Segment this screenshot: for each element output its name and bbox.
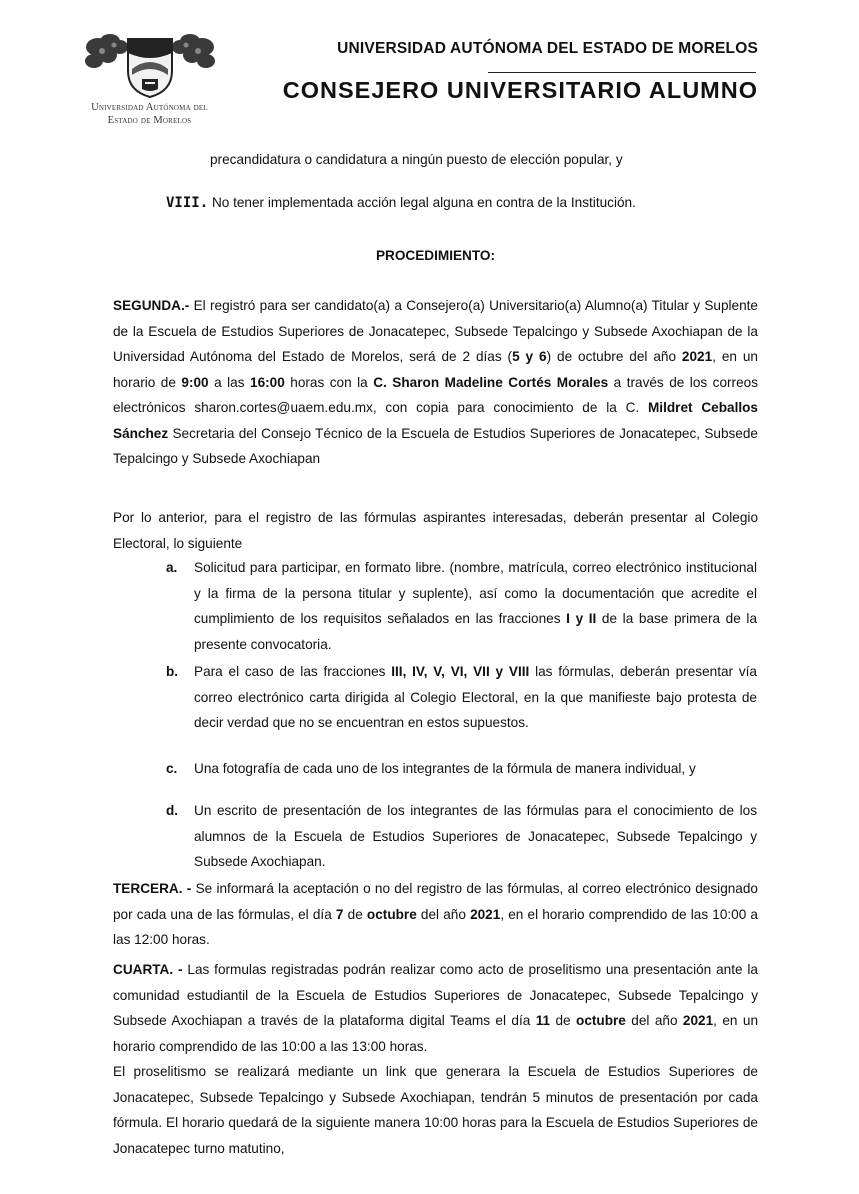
list-item-a-text-1: Solicitud para participar, en formato libre. (nombre, matrícula, correo electrónico institucional y la firma de la persona titular y suplente), así como la documentación que acredite el cumplimiento de los requisitos señalados en las fracciones xyxy=(194,560,757,626)
segunda-paragraph xyxy=(113,293,758,472)
list-item-a-text-2: de la base primera de la presente convocatoria. xyxy=(194,611,757,652)
cuarta-day: 11 xyxy=(535,1013,551,1028)
segunda-text-4: a las xyxy=(208,374,251,390)
cuarta-text-1: Las formulas registradas podrán realizar como acto de proselitismo una presentación ante la comunidad estudiantil de la Escuela de Estudios Superiores de Jonacatepec, Subsede Tepalcingo y Subsede Axochiapan a través de la plataforma digital Teams el día xyxy=(113,962,758,1028)
cuarta-text-3: del año xyxy=(625,1013,683,1028)
cuarta-text-2: de xyxy=(550,1013,577,1028)
procedure-title: PROCEDIMIENTO: xyxy=(375,248,496,263)
segunda-text-1: El registró para ser candidato(a) a Consejero(a) Universitario(a) Alumno(a) Titular y Suplente de la Escuela de Estudios Superiores de Jonacatepec, Subsede Tepalcingo y Subsede Axochiapan de la Universidad Autónoma del Estado de Morelos, será de 2 días ( xyxy=(113,298,758,364)
list-letter-d: d. xyxy=(166,803,179,818)
segunda-time-end: 16:00 xyxy=(250,374,285,390)
logo-text-line2: Estado de Morelos xyxy=(107,115,192,126)
item-viii-numeral: VIII. xyxy=(166,195,209,211)
tercera-paragraph xyxy=(113,876,758,953)
list-item-b xyxy=(194,659,757,736)
council-title: CONSEJERO UNIVERSITARIO ALUMNO xyxy=(282,77,758,103)
tercera-day: 7 xyxy=(335,906,344,922)
item-viii xyxy=(166,190,766,217)
list-item-a xyxy=(194,555,757,657)
list-item-c: Una fotografía de cada uno de los integrantes de la fórmula de manera individual, y xyxy=(194,761,696,776)
tercera-text-1: Se informará la aceptación o no del registro de las fórmulas, al correo electrónico designado por cada una de las fórmulas, el día xyxy=(113,881,758,922)
segunda-text-6: a través de los correos electrónicos sharon.cortes@uaem.edu.mx, con copia para conocimiento de la C. xyxy=(113,374,758,415)
intro-line: precandidatura o candidatura a ningún puesto de elección popular, y xyxy=(210,152,623,167)
university-logo xyxy=(82,33,217,127)
list-letter-b: b. xyxy=(166,664,179,679)
segunda-time-start: 9:00 xyxy=(181,374,209,390)
segunda-text-2: ) de octubre del año xyxy=(546,349,682,364)
cuarta-paragraph xyxy=(113,957,758,1059)
cuarta-paragraph-2: El proselitismo se realizará mediante un link que generara la Escuela de Estudios Superiores de Jonacatepec, Subsede Tepalcingo y Subsede Axochiapan, tendrán 5 minutos de presentación por cada fórmula. El horario quedará de la siguiente manera 10:00 horas para la Escuela de Estudios Superiores de Jonacatepec turno matutino, xyxy=(113,1064,758,1156)
list-letter-a: a. xyxy=(166,560,178,575)
list-item-b-bold: III, IV, V, VI, VII y VIII xyxy=(391,664,530,679)
segunda-year: 2021 xyxy=(681,349,713,364)
segunda-text-7: Secretaria del Consejo Técnico de la Escuela de Estudios Superiores de Jonacatepec, Subsede Tepalcingo y Subsede Axochiapan xyxy=(113,425,758,466)
segunda-days: 5 y 6 xyxy=(512,349,547,364)
list-letter-c: c. xyxy=(166,761,178,776)
tercera-year: 2021 xyxy=(470,906,501,922)
tercera-text-3: del año xyxy=(416,906,471,922)
cuarta-year: 2021 xyxy=(682,1013,714,1028)
list-item-b-text-1: Para el caso de las fracciones xyxy=(194,664,392,679)
list-item-a-bold: I y II xyxy=(566,611,597,626)
segunda-text-5: horas con la xyxy=(284,374,374,390)
cuarta-text-4: , en un horario comprendido de las 10:00 a las 13:00 horas. xyxy=(113,1013,758,1054)
segunda-label: SEGUNDA.- xyxy=(113,298,190,313)
header-rule xyxy=(488,72,756,73)
list-item-d: Un escrito de presentación de los integrantes de las fórmulas para el conocimiento de los alumnos de la Escuela de Estudios Superiores de Jonacatepec, Subsede Tepalcingo y Subsede Axochiapan. xyxy=(194,803,757,869)
item-viii-text: No tener implementada acción legal alguna en contra de la Institución. xyxy=(211,195,636,210)
cuarta-month: octubre xyxy=(576,1013,626,1028)
list-item-b-text-2: las fórmulas, deberán presentar vía correo electrónico carta dirigida al Colegio Electoral, en la que manifieste bajo protesta de decir verdad que no se encuentran en estos supuestos. xyxy=(194,664,757,730)
tercera-text-2: de xyxy=(343,906,367,922)
anterior-paragraph: Por lo anterior, para el registro de las fórmulas aspirantes interesadas, deberán presentar al Colegio Electoral, lo siguiente xyxy=(113,510,758,551)
segunda-text-3: , en un horario de xyxy=(113,349,758,390)
logo-text-line1: Universidad Autónoma del xyxy=(91,102,208,113)
university-title: UNIVERSIDAD AUTÓNOMA DEL ESTADO DE MORELOS xyxy=(337,40,758,57)
segunda-person-2: Mildret Ceballos Sánchez xyxy=(113,400,758,441)
segunda-person-1: C. Sharon Madeline Cortés Morales xyxy=(373,374,609,390)
tercera-month: octubre xyxy=(366,906,417,922)
cuarta-label: CUARTA. - xyxy=(113,962,183,977)
tercera-label: TERCERA. - xyxy=(113,881,192,896)
tercera-text-4: , en el horario comprendido de las 10:00 a las 12:00 horas. xyxy=(113,906,758,947)
university-crest-icon xyxy=(84,33,216,99)
